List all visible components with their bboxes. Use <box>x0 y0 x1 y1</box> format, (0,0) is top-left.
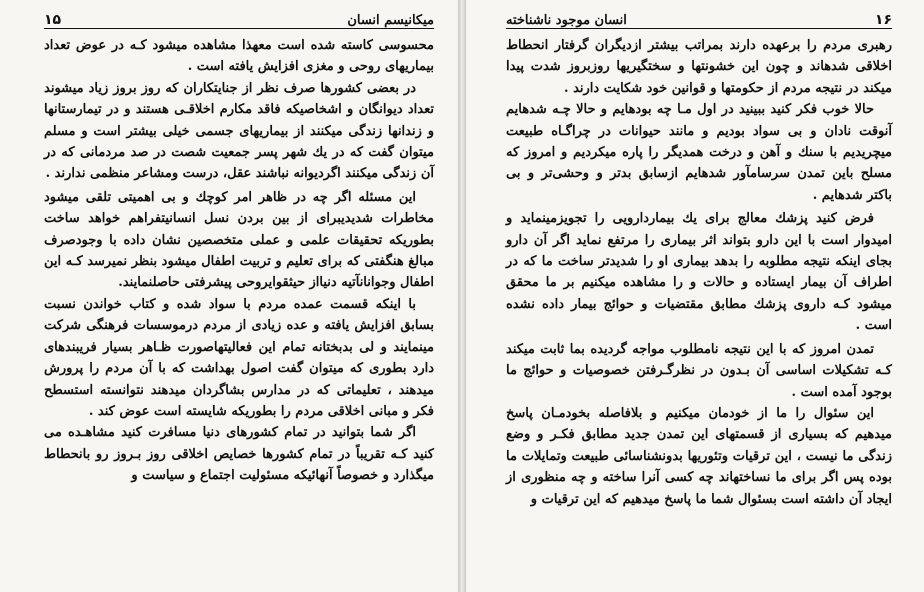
page-body <box>44 35 434 487</box>
page-header <box>44 8 434 29</box>
paragraph: این مسئله اگر چه در ظاهر امر کوچك و بی اهمیتی تلقی میشود مخاطرات شدیدیبرای از بین بردن نسل انسانیتفراهم خواهد ساخت بطوریکه تحقیقات علمی و عملی متخصصین نشان داده با وجودصرف مبالغ هنگفتی که برای تعلیم و تربیت اطفال میشود بنظر نمیرسد کـه این اطفال وجوانانآتیه دنیااز حیثقوایروحی پیشرفتی حاصلنمایند. <box>44 189 434 291</box>
page-number: ۱۵ <box>44 12 62 28</box>
paragraph: این سئوال را ما از خودمان میکنیم و بلافاصله بخودمـان پاسخ میدهیم که بسیاری از قسمتهای این تمدن جدید مطابق فکـر و وضع زندگی ما نیست ، این ترقیات وتئوریها بدونشناسائی طبیعت وتمایلات ما بوده پس اگر برای ما نساختهاند چه کسی آنرا ساخته و چه منظوری از ایجاد آن داشته است بسئوال شما ما پاسخ میدهیم که این ترقیات و <box>506 405 892 507</box>
paragraph: در بعضی کشورها صرف نظر از جنایتکاران که روز بروز زیاد میشوند تعداد دیوانگان و اشخاصیکه فاقد مکارم اخلاقـی هستند و در تیمارستانها و زندانها زندگی میکنند از بیماریهای جسمی خیلی بیشتر است و مسلم میتوان گفت که در یك شهر پسر جمعیت شصت در صد مردمانی که در آن زندگی میکنند اگردیوانه نباشند عقل، درست ومشاعر منظمی ندارند . <box>44 80 434 182</box>
book-gutter <box>458 0 466 592</box>
paragraph: محسوسی کاسته شده است معهذا مشاهده میشود کـه در عوض تعداد بیماریهای روحی و مغزی افزایش یافته است . <box>44 38 434 75</box>
paragraph: با اینکه قسمت عمده مردم با سواد شده و کتاب خواندن نسبت بسابق افزایش یافته و عده زیادی از مردم درموسسات فرهنگی شرکت مینمایند و لی بدبختانه تمام این فعالیتهاصورت ظـاهر بسیار فریبندهای دارد بطوری که میتوان گفت اصول بهداشت که با آن مردم را پرورش میدهند ، تعلیماتی که در مدارس بشاگردان میدهند نتوانسته استسطح فکر و مبانی اخلاقی مردم را بطوریکه شایسته است عوض کند . <box>44 296 434 419</box>
left-page <box>0 0 458 592</box>
paragraph: اگر شما بتوانید در تمام کشورهای دنیا مسافرت کنید مشاهـده می کنید کـه تقریباً در تمام کشورها خصایص اخلاقی روز بـروز رو بانحطاط میگذارد و خصوصاً آنهائیکه مسئولیت اجتماع و سیاست و <box>44 425 434 484</box>
paragraph: فرض کنید پزشك معالج برای یك بیماردارویی را تجویزمینماید و امیدوار است با این دارو بتواند اثر بیماری را مرتفع نماید اگر آن دارو بجای اینکه نتیجه مطلوبه را بدهد بیماری او را شدیدتر ساخت ما که در اطراف آن بیمار ایستاده و حالات و را مشاهده میکنیم بر ما محقق میشود کـه داروی پزشك مطابق مقتضیات و حوائج بیمار داده نشده است . <box>506 211 892 334</box>
paragraph: حالا خوب فکر کنید ببینید در اول مـا چه بودهایم و حالا چـه شدهایم آنوقت نادان و بی سواد بودیم و مانند حیوانات در چراگـاه طبیعت میچریدیم با سنك و آهن و درخت همدیگر را پاره میکردیم و امروز که مسلح باین تمدن سرسامآور شدهایم ازسابق بدتر و وحشی‌تر و بی باکتر شدهایم . <box>506 102 892 203</box>
page-header <box>506 8 892 29</box>
running-title: میکانیسم انسان <box>347 13 434 28</box>
page-number: ۱۶ <box>874 12 892 28</box>
paragraph: رهبری مردم را برعهده دارند بمراتب بیشتر ازدیگران گرفتار انحطاط اخلاقی شدهاند و چون این خشونتها و سختگیریها روزبروز شدت پیدا میکند در نتیجه مردم از حکومتها و قوانین خود شکایت دارند . <box>506 38 892 96</box>
right-page <box>466 0 924 592</box>
running-title: انسان موجود ناشناخته <box>506 13 627 28</box>
paragraph: تمدن امروز که با این نتیجه نامطلوب مواجه گردیده بما ثابت میکند کـه تشکیلات اساسی آن بـدون در نظرگـرفتن خصوصیات و حوائج ما بوجود آمده است . <box>506 341 892 400</box>
page-body <box>506 35 892 510</box>
